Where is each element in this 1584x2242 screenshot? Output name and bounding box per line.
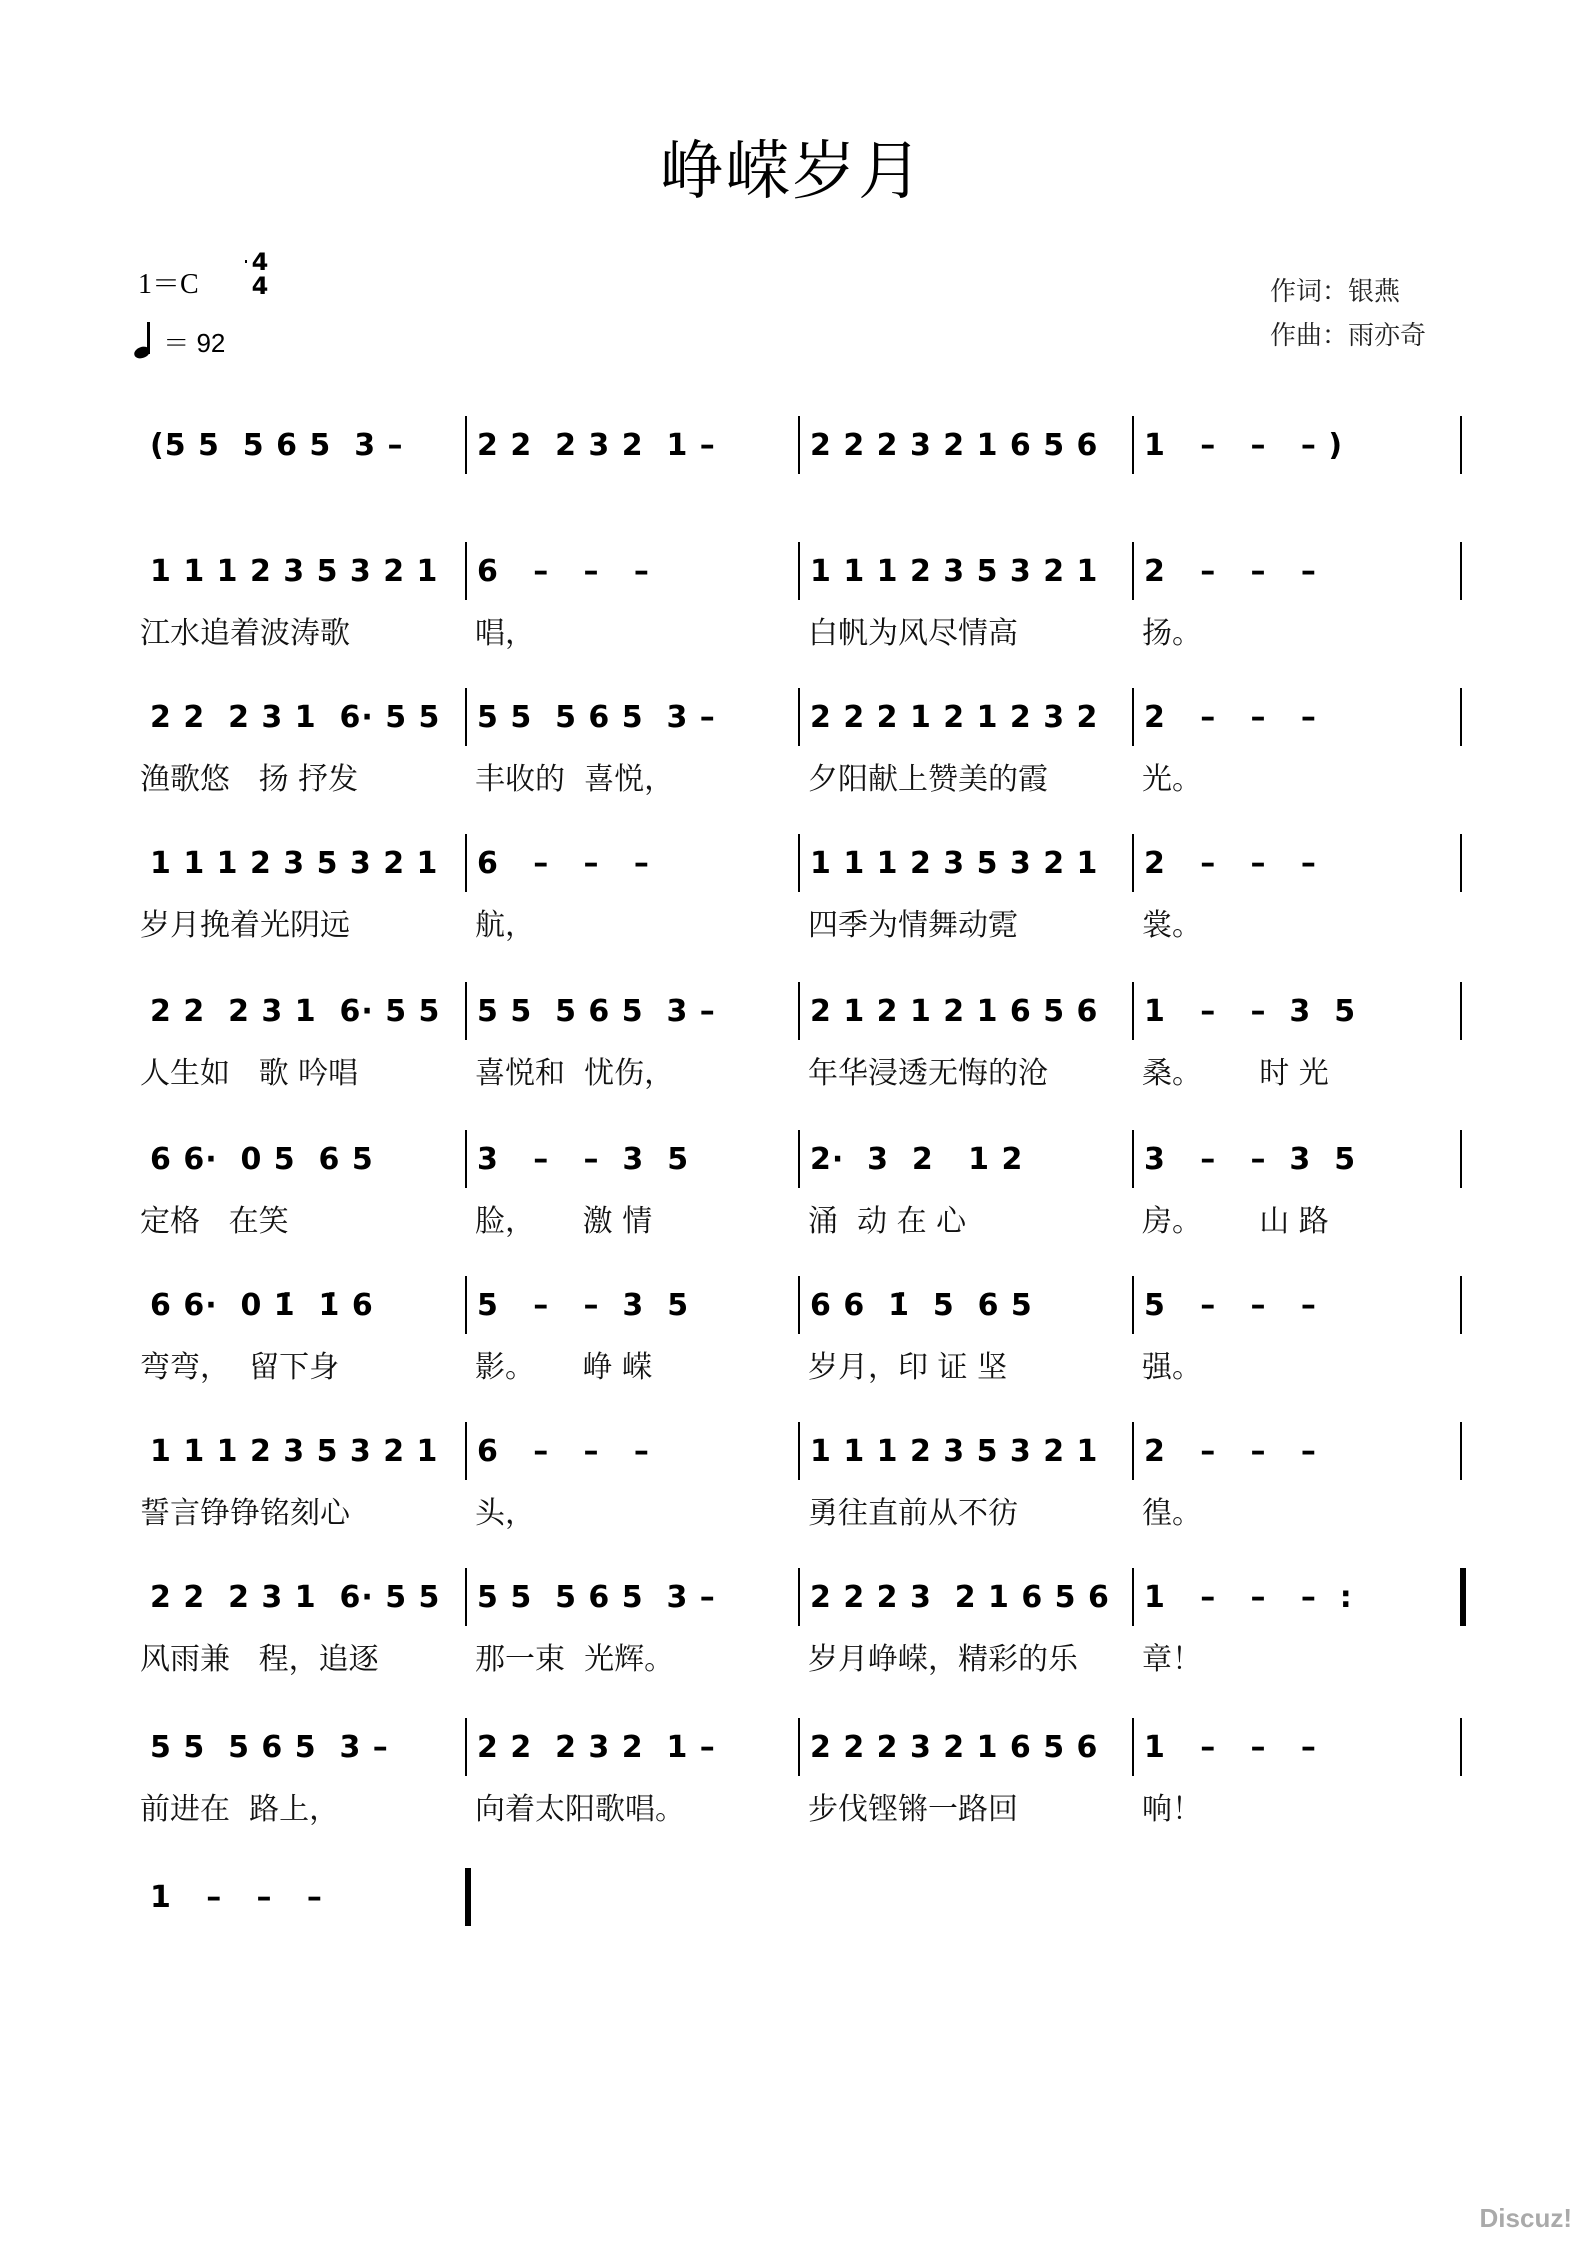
measure: 2 2 2 1 2 1 2 3 2 [810, 699, 1099, 735]
barline [465, 1718, 467, 1776]
watermark: Discuz! [1479, 2203, 1572, 2233]
measure: 1 1 1 2 3 5 3 2 1 [810, 845, 1099, 881]
lyric-segment: 强。 [1142, 1350, 1202, 1385]
score-row [140, 1560, 1470, 1680]
barline [798, 1130, 800, 1188]
lyric-segment: 江水追着波涛歌 [140, 616, 350, 651]
lyric-segment: 丰收的 喜悦， [475, 762, 675, 797]
barline [1132, 982, 1134, 1040]
barline [1460, 982, 1462, 1040]
time-divider [245, 260, 247, 263]
measure: 1 – – 3 5 [1144, 993, 1357, 1029]
lyric-segment: 弯弯， 留下身 [140, 1350, 340, 1385]
barline [798, 688, 800, 746]
lyric-segment: 喜悦和 忧伤， [475, 1056, 675, 1091]
measure: 2 1 2 1 2 1 6 5 6 [810, 993, 1099, 1029]
score-row [140, 1414, 1470, 1534]
lyrics-line [140, 1630, 1470, 1680]
score-row [140, 680, 1470, 800]
lyric-segment: 前进在 路上， [140, 1792, 340, 1827]
measure: 1 – – – : [1144, 1579, 1353, 1615]
barline [465, 542, 467, 600]
barline [798, 1718, 800, 1776]
score-row [140, 1860, 1470, 1980]
measure: 1 – – – ) [1144, 427, 1344, 463]
lyricist: 作词：银燕 [1270, 277, 1401, 307]
lyric-segment: 勇往直前从不彷 [808, 1496, 1018, 1531]
measure: 1 – – – [150, 1879, 323, 1915]
barline [1460, 1422, 1462, 1480]
barline [1460, 1130, 1462, 1188]
barline [1132, 1276, 1134, 1334]
song-title: 峥嵘岁月 [660, 135, 924, 209]
measure: 6 6 1̇ 5 6 5 [810, 1287, 1033, 1323]
barline [1460, 1718, 1462, 1776]
time-top: 4 [251, 248, 269, 276]
lyric-segment: 步伐铿锵一路回 [808, 1792, 1018, 1827]
staff-line [140, 1710, 1470, 1780]
time-bottom: 4 [251, 272, 269, 300]
staff-line [140, 974, 1470, 1044]
lyric-segment: 涌 动 在 心 [808, 1204, 967, 1239]
measure: 3 – – 3 5 [1144, 1141, 1357, 1177]
barline [798, 982, 800, 1040]
lyric-segment: 誓言铮铮铭刻心 [140, 1496, 350, 1531]
lyric-segment: 岁月挽着光阴远 [140, 908, 350, 943]
lyric-segment: 风雨兼 程，追逐 [140, 1642, 379, 1677]
lyric-segment: 年华浸透无悔的沧 [808, 1056, 1048, 1091]
measure: 5 5 5 6 5 3 – [150, 1729, 389, 1765]
lyric-segment: 房。 山 路 [1142, 1204, 1329, 1239]
measure: 6 – – – [477, 553, 650, 589]
barline [465, 1276, 467, 1334]
measure: 2· 3 2 1 2 [810, 1141, 1024, 1177]
barline [798, 1276, 800, 1334]
barline [798, 542, 800, 600]
barline [1460, 1276, 1462, 1334]
lyrics-line [140, 896, 1470, 946]
measure: 6 6· 0 5 6 5 [150, 1141, 374, 1177]
staff-line [140, 826, 1470, 896]
measure: 2 – – – [1144, 1433, 1317, 1469]
measure: 2 2 2 3 1 6· 5 5 [150, 1579, 441, 1615]
score-row [140, 1122, 1470, 1242]
barline [465, 834, 467, 892]
lyric-segment: 影。 峥 嵘 [475, 1350, 653, 1385]
measure: (5 5 5 6 5 3 – [150, 427, 404, 463]
barline [1460, 1568, 1466, 1626]
lyric-segment: 扬。 [1142, 616, 1202, 651]
lyrics-line [140, 1484, 1470, 1534]
score-row [140, 408, 1470, 528]
measure: 2 2 2 3 2 1 – [477, 427, 716, 463]
lyric-segment: 章！ [1142, 1642, 1202, 1677]
lyric-segment: 岁月，印 证 坚 [808, 1350, 1008, 1385]
measure: 2 2 2 3 2 1 6 5 6 [810, 1579, 1110, 1615]
measure: 2 2 2 3 2 1 – [477, 1729, 716, 1765]
measure: 5 5 5 6 5 3 – [477, 699, 716, 735]
measure: 5 5 5 6 5 3 – [477, 993, 716, 1029]
measure: 1 – – – [1144, 1729, 1317, 1765]
quarter-note-icon [134, 322, 156, 358]
staff-line [140, 1560, 1470, 1630]
lyrics-line [140, 478, 1470, 528]
barline [465, 982, 467, 1040]
lyric-segment: 人生如 歌 吟唱 [140, 1056, 359, 1091]
measure: 1 1 1 2 3 5 3 2 1 [150, 1433, 439, 1469]
score-row [140, 534, 1470, 654]
measure: 3 – – 3 5 [477, 1141, 690, 1177]
lyric-segment: 航， [475, 908, 535, 943]
barline [1132, 688, 1134, 746]
score-row [140, 1710, 1470, 1830]
lyric-segment: 裳。 [1142, 908, 1202, 943]
barline [465, 1422, 467, 1480]
barline [1460, 416, 1462, 474]
lyric-segment: 光。 [1142, 762, 1202, 797]
barline [798, 416, 800, 474]
measure: 2 2 2 3 2 1 6 5 6 [810, 1729, 1099, 1765]
measure: 5 – – – [1144, 1287, 1317, 1323]
lyric-segment: 响！ [1142, 1792, 1202, 1827]
barline [465, 416, 467, 474]
barline [798, 1568, 800, 1626]
barline [1132, 1568, 1134, 1626]
barline [1132, 1422, 1134, 1480]
tempo-value: ＝ 92 [163, 328, 226, 358]
key-signature: 1＝C [138, 269, 199, 300]
lyrics-line [140, 1780, 1470, 1830]
lyrics-line [140, 1338, 1470, 1388]
lyric-segment: 徨。 [1142, 1496, 1202, 1531]
measure: 2 – – – [1144, 553, 1317, 589]
barline [465, 688, 467, 746]
staff-line [140, 1268, 1470, 1338]
barline [798, 834, 800, 892]
barline [1132, 416, 1134, 474]
measure: 1 1 1 2 3 5 3 2 1 [810, 553, 1099, 589]
measure: 6 6· 0 1̇ 1̇ 6 [150, 1287, 374, 1323]
lyrics-line [140, 750, 1470, 800]
lyric-segment: 白帆为风尽情高 [808, 616, 1018, 651]
lyric-segment: 唱， [475, 616, 535, 651]
measure: 5 – – 3 5 [477, 1287, 690, 1323]
lyric-segment: 渔歌悠 扬 抒发 [140, 762, 359, 797]
staff-line [140, 680, 1470, 750]
staff-line [140, 534, 1470, 604]
composer: 作曲：雨亦奇 [1270, 321, 1427, 351]
lyric-segment: 头， [475, 1496, 535, 1531]
barline [1460, 542, 1462, 600]
lyric-segment: 四季为情舞动霓 [808, 908, 1018, 943]
barline [465, 1568, 467, 1626]
barline [1132, 1718, 1134, 1776]
lyrics-line [140, 604, 1470, 654]
measure: 2 2 2 3 2 1 6 5 6 [810, 427, 1099, 463]
barline [1132, 542, 1134, 600]
score-row [140, 826, 1470, 946]
lyrics-line [140, 1930, 1470, 1980]
barline [1460, 688, 1462, 746]
credits [1270, 270, 1426, 358]
score-row [140, 1268, 1470, 1388]
score-row [140, 974, 1470, 1094]
measure: 1 1 1 2 3 5 3 2 1 [810, 1433, 1099, 1469]
time-signature [245, 250, 275, 298]
lyric-segment: 向着太阳歌唱。 [475, 1792, 685, 1827]
lyric-segment: 定格 在笑 [140, 1204, 289, 1239]
barline [465, 1868, 471, 1926]
lyric-segment: 夕阳献上赞美的霞 [808, 762, 1048, 797]
lyric-segment: 桑。 时 光 [1142, 1056, 1329, 1091]
staff-line [140, 1860, 1470, 1930]
measure: 6 – – – [477, 1433, 650, 1469]
barline [465, 1130, 467, 1188]
lyric-segment: 岁月峥嵘，精彩的乐 [808, 1642, 1078, 1677]
barline [1460, 834, 1462, 892]
barline [798, 1422, 800, 1480]
tempo-marking [134, 322, 225, 360]
staff-line [140, 1122, 1470, 1192]
lyric-segment: 脸， 激 情 [475, 1204, 653, 1239]
measure: 2 – – – [1144, 699, 1317, 735]
measure: 1 1 1 2 3 5 3 2 1 [150, 553, 439, 589]
measure: 2 – – – [1144, 845, 1317, 881]
measure: 5 5 5 6 5 3 – [477, 1579, 716, 1615]
lyrics-line [140, 1044, 1470, 1094]
barline [1132, 834, 1134, 892]
staff-line [140, 1414, 1470, 1484]
barline [1132, 1130, 1134, 1188]
measure: 1 1 1 2 3 5 3 2 1 [150, 845, 439, 881]
staff-line [140, 408, 1470, 478]
lyric-segment: 那一束 光辉。 [475, 1642, 675, 1677]
measure: 2 2 2 3 1 6· 5 5 [150, 993, 441, 1029]
lyrics-line [140, 1192, 1470, 1242]
measure: 6 – – – [477, 845, 650, 881]
measure: 2 2 2 3 1 6· 5 5 [150, 699, 441, 735]
